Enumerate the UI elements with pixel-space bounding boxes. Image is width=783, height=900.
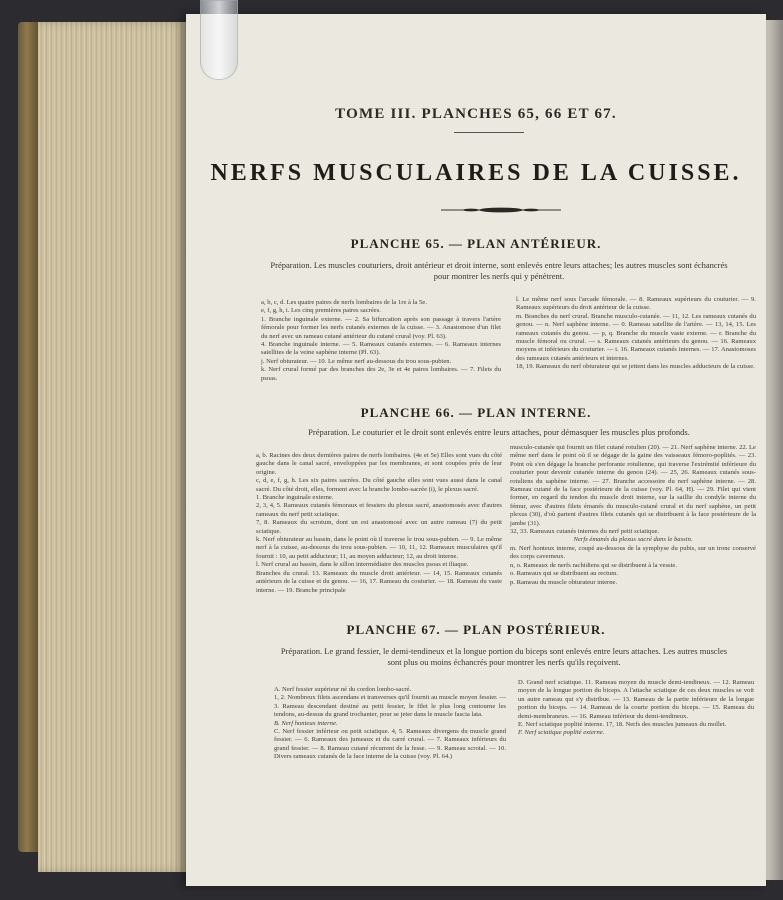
book-spine — [18, 22, 40, 852]
legend-entry: F. Nerf sciatique poplité externe. — [518, 729, 605, 737]
legend-entry: C. Nerf fessier inférieur ou petit sciatique. 4, 5. Rameaux divergens du muscle grand fessier. — 6. Rameaux des jumeaux et du carré crural. — 7. Rameaux inférieurs du grand fessier. — 8. Rameau cutané récurrent de la fesse. — 9. Rameau scrotal. — 10. Divers rameaux cutanés de la face interne de la cuisse (voy. Pl. 64.) — [274, 728, 506, 761]
legend-entry: m. Branches du nerf crural. Branche musculo-cutanée. — 11, 12. Les rameaux cutanés du genou. — n. Nerf saphène interne. — 0. Rameau satellite de l'artère. — 13, 14, 15. Les rameaux cutanés du genou. — p, q. Branche du muscle vaste externe. — r. Branche du muscle fémoral ou crural. — s. Rameaux cutanés antérieurs du genou. — 16. Rameaux moyens et inférieurs du couturier. — t. 16. Rameaux cutanés internes. — 17. Anastomoses des rameaux cutanés antérieurs et internes. — [516, 312, 756, 362]
legend-entry: o. Rameaux qui se distribuent au rectum. — [510, 570, 619, 578]
book-page — [186, 14, 766, 886]
legend-entry: 2, 3, 4, 5. Rameaux cutanés fémoraux et fessiers du plexus sacré, anastomosés avec d'autres rameaux du nerf petit sciatique. — [256, 502, 502, 518]
legend-entry: p. Rameau du muscle obturateur interne. — [510, 578, 618, 586]
legend-entry: 7, 8. Rameaux du scrotum, dont un est anastomosé avec un autre rameau (7) du petit sciatique. — [256, 519, 502, 535]
bookmark-clip — [200, 0, 238, 80]
legend-entry: 18, 19. Rameaux du nerf obturateur qui se jettent dans les muscles adducteurs de la cuisse. — [516, 363, 755, 371]
legend-entry: a, b, c, d. Les quatre paires de nerfs lombaires de la 1re à la 5e. — [261, 299, 427, 306]
plate-65-right-column — [516, 296, 756, 372]
plate-67-right-column — [518, 679, 754, 738]
plate-66-left-column — [256, 452, 502, 595]
legend-entry: a, b. Racines des deux dernières paires de nerfs lombaires. (4e et 5e) Elles sont vues du côté gauche dans le canal sacré, enveloppées par les membranes, et sont coupées près de leur origine. — [256, 452, 502, 476]
legend-entry: j. Nerf obturateur. — 10. Le même nerf au-dessous du trou sous-pubien. — [261, 357, 452, 365]
next-page-edge — [766, 20, 783, 880]
legend-entry: m. Nerf honteux interne, coupé au-dessous de la symphyse du pubis, sur un tronc conservé des corps caverneux. — [510, 544, 756, 561]
legend-entry: E. Nerf sciatique poplité interne. 17, 18. Nerfs des muscles jumeaux du mollet. — [518, 721, 727, 729]
header-rule — [454, 132, 524, 133]
ornament-divider — [441, 207, 561, 213]
legend-entry: n, o. Rameaux de nerfs rachidiens qui se distribuent à la vessie. — [510, 561, 677, 569]
plate-65-left-column — [261, 299, 501, 383]
legend-entry: D. Grand nerf sciatique. 11. Rameau moyen du muscle demi-tendineux. — 12. Rameau moyen de la longue portion du biceps. A l'attache sciatique de ces deux muscles se voit un autre rameau qui s'y distribue. — 13. Rameau de la partie inférieure de la longue portion du biceps. — 14. Rameau de la courte portion du biceps. — 15. Rameau du demi-membraneux. — 16. Rameau inférieur du demi-tendineux. — [518, 679, 754, 720]
plate-67-left-column — [274, 686, 506, 762]
legend-entry: Branches du crural. 13. Rameaux du muscle droit antérieur. — 14, 15. Rameaux cutanés antérieurs de la cuisse et du genou. — 16, 17. Rameau du couturier. — 18. Rameau du vaste interne. — 19. Branche principale — [256, 569, 502, 594]
legend-entry: 1. Branche inguinale externe. — 2. Sa bifurcation après son passage à travers l'artère fémorale pour former les nerfs cutanés externes de la cuisse. — 3. Anastomose d'un filet du nerf avec un rameau cutané antérieur du cutané crural (voy. Pl. 63). — [261, 315, 501, 340]
legend-entry: l. Le même nerf sous l'arcade fémorale. — 8. Rameaux supérieurs du couturier. — 9. Rameaux supérieurs du droit antérieur de la cuisse. — [516, 296, 756, 312]
page-edges — [38, 22, 186, 872]
legend-entry: musculo-cutanée qui fournit un filet cutané rotulien (20). — 21. Nerf saphène interne. 22. Le même nerf dans le point où il se dégage de la gaine des vaisseaux fémoro-poplités. — 23. Point où s'en dégage la branche perforante rotulienne, qui traverse l'extrémité inférieure du couturier pour devenir cutanée interne du genou (24). — 25, 26. Rameaux cutanés sous-rotuliens du saphène interne. — 27. Branche accessoire du nerf saphène interne. — 28. Rameau cutané de la face postérieure de la cuisse (voy. Pl. 64, H). — 29. Filet qui vient former, en regard du tendon du muscle droit interne, sur la saillie du condyle interne du fémur, avec d'autres filets émanés du musculo-cutané crural et du nerf saphène, un petit plexus (30), d'où partent d'autres filets cutanés qui se distribuent à la face postérieure de la jambe (31). — [510, 444, 756, 527]
legend-entry: l. Nerf crural au bassin, dans le sillon intermédiaire des muscles psoas et iliaque. — [256, 561, 469, 569]
legend-entry: 4. Branche inguinale interne. — 5. Rameaux cutanés externes. — 6. Rameaux internes satellites de la veine saphène interne (Pl. 63). — [261, 341, 501, 357]
plate-67-preparation: Préparation. Le grand fessier, le demi-tendineux et la longue portion du biceps sont enlevés entre leurs attaches. Les autres muscles sont plus ou moins échancrés pour montrer les nerfs qu'ils reçoivent. — [280, 646, 728, 667]
volume-header: TOME III. PLANCHES 65, 66 ET 67. — [335, 106, 617, 122]
plate-66-right-column — [510, 444, 756, 587]
page-title: NERFS MUSCULAIRES DE LA CUISSE. — [210, 160, 742, 186]
plate-66-preparation: Préparation. Le couturier et le droit sont enlevés entre leurs attaches, pour démasquer les muscles plus profonds. — [308, 427, 690, 437]
plate-65-title: PLANCHE 65. — PLAN ANTÉRIEUR. — [350, 236, 602, 251]
legend-entry: k. Nerf obturateur au bassin, dans le point où il traverse le trou sous-pubien. — 9. Le même nerf à la cuisse, au-dessous du trou sous-pubien. — 10, 11, 12. Rameaux musculaires qu'il fournit : 10, au petit adducteur; 11, au moyen adducteur; 12, au droit interne. — [256, 536, 502, 560]
legend-entry: e, f, g, h, i. Les cinq premières paires sacrées. — [261, 307, 381, 315]
plate-67-title: PLANCHE 67. — PLAN POSTÉRIEUR. — [346, 622, 606, 637]
legend-entry: c, d, e, f, g, h. Les six paires sacrées. Du côté gauche elles sont vues aussi dans le canal sacré. Du côté droit, elles, forment avec la branche lombo-sacrée (i), le plexus sacré. — [256, 477, 502, 493]
legend-entry: k. Nerf crural formé par des branches des 2e, 3e et 4e paires lombaires. — 7. Filets du psoas. — [261, 366, 501, 382]
plate-65-preparation: Préparation. Les muscles couturiers, droit antérieur et droit interne, sont enlevés entre leurs attaches; les autres muscles sont échancrés pour montrer les nerfs qui y pénètrent. — [270, 260, 728, 281]
legend-entry: 1, 2. Nombreux filets ascendans et transverses qu'il fournit au muscle moyen fessier. — 3. Rameau descendant destiné au petit fessier, le filet le plus long contourne les tendons, au-dessus du grand trochanter, pour se jeter dans le muscle fascia lata. — [274, 694, 506, 719]
legend-entry: B. Nerf honteux interne. — [274, 719, 338, 727]
legend-entry: 1. Branche inguinale externe. — [256, 494, 334, 502]
legend-entry: A. Nerf fessier supérieur né du cordon lombo-sacré. — [274, 686, 412, 693]
legend-entry: 32, 33. Rameaux cutanés internes du nerf petit sciatique. — [510, 528, 660, 536]
legend-entry: Nerfs émanés du plexus sacré dans le bassin. — [573, 536, 693, 544]
plate-66-title: PLANCHE 66. — PLAN INTERNE. — [360, 405, 592, 420]
